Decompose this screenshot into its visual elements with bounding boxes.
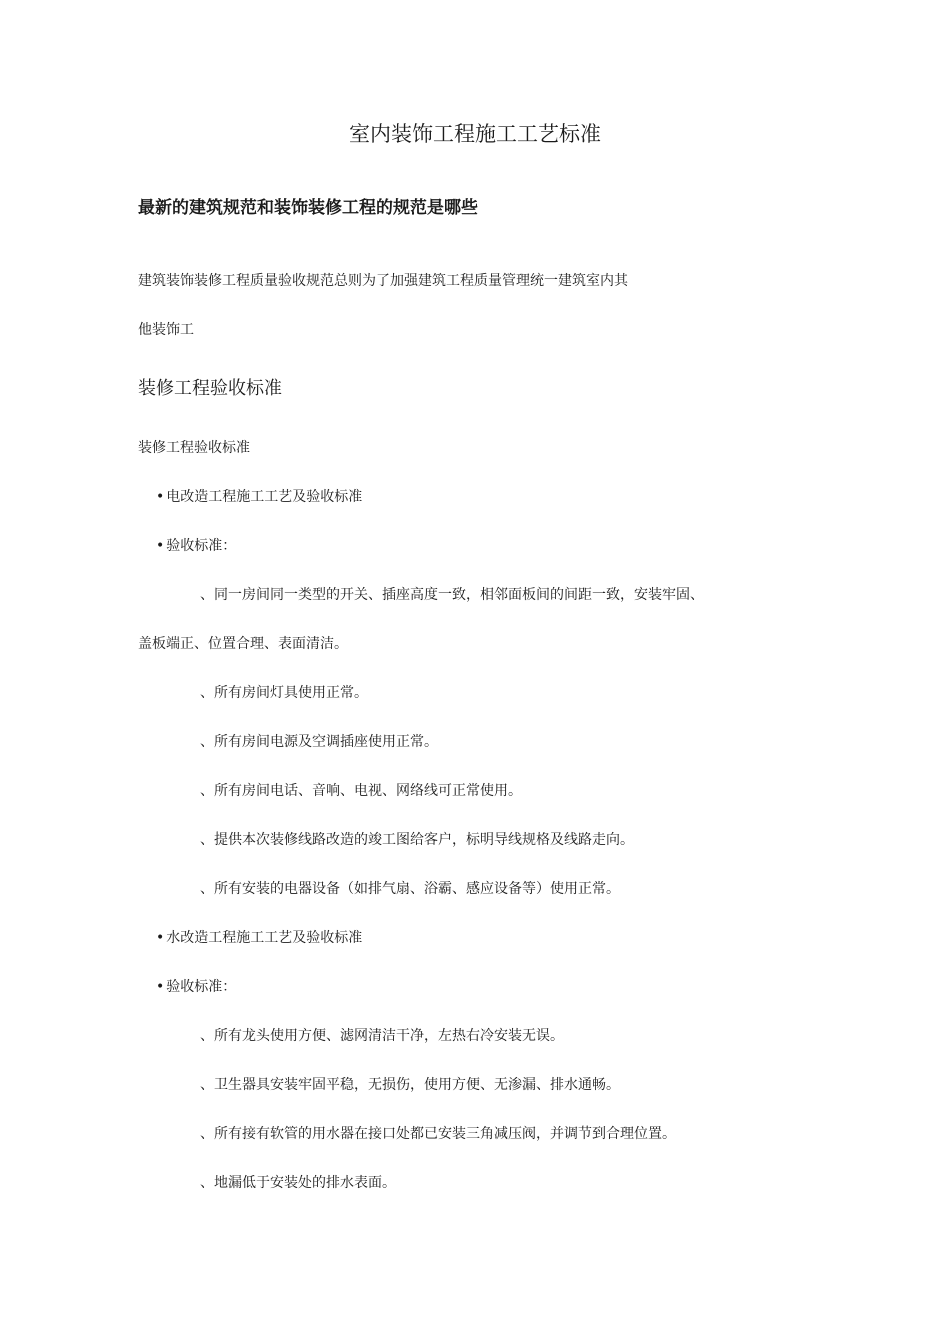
electrical-item: 、所有房间电话、音响、电视、网络线可正常使用。	[200, 783, 522, 799]
electrical-criteria-bullet	[156, 539, 236, 553]
plumbing-item: 、所有龙头使用方便、滤网清洁干净，左热右冷安装无误。	[200, 1028, 564, 1044]
document-title: 室内装饰工程施工工艺标准	[349, 122, 601, 146]
plumbing-title: 水改造工程施工工艺及验收标准	[166, 930, 363, 946]
acceptance-standard-label: 装修工程验收标准	[138, 440, 250, 456]
bullet-marker: •	[156, 979, 165, 995]
electrical-criteria-label: 验收标准：	[166, 538, 237, 554]
intro-paragraph-line-1: 建筑装饰装修工程质量验收规范总则为了加强建筑工程质量管理统一建筑室内其	[138, 273, 628, 289]
plumbing-item: 、所有接有软管的用水器在接口处都已安装三角减压阀，并调节到合理位置。	[200, 1126, 676, 1142]
electrical-bullet	[156, 490, 362, 504]
bullet-marker: •	[156, 930, 165, 946]
electrical-item: 、所有安装的电器设备（如排气扇、浴霸、感应设备等）使用正常。	[200, 881, 620, 897]
plumbing-item: 、卫生器具安装牢固平稳，无损伤，使用方便、无渗漏、排水通畅。	[200, 1077, 620, 1093]
plumbing-criteria-label: 验收标准：	[166, 979, 237, 995]
intro-paragraph-line-2: 他装饰工	[138, 322, 194, 338]
section-heading: 最新的建筑规范和装饰装修工程的规范是哪些	[138, 198, 478, 218]
bullet-marker: •	[156, 489, 165, 505]
electrical-item: 、所有房间灯具使用正常。	[200, 685, 368, 701]
acceptance-standard-heading: 装修工程验收标准	[138, 378, 282, 399]
electrical-title: 电改造工程施工工艺及验收标准	[166, 489, 363, 505]
electrical-item-continuation: 盖板端正、位置合理、表面清洁。	[138, 636, 348, 652]
electrical-item: 、所有房间电源及空调插座使用正常。	[200, 734, 438, 750]
electrical-item: 、提供本次装修线路改造的竣工图给客户，标明导线规格及线路走向。	[200, 832, 634, 848]
plumbing-criteria-bullet	[156, 980, 236, 994]
bullet-marker: •	[156, 538, 165, 554]
plumbing-bullet	[156, 931, 362, 945]
electrical-item: 、同一房间同一类型的开关、插座高度一致，相邻面板间的间距一致，安装牢固、	[200, 587, 704, 603]
plumbing-item: 、地漏低于安装处的排水表面。	[200, 1175, 396, 1191]
